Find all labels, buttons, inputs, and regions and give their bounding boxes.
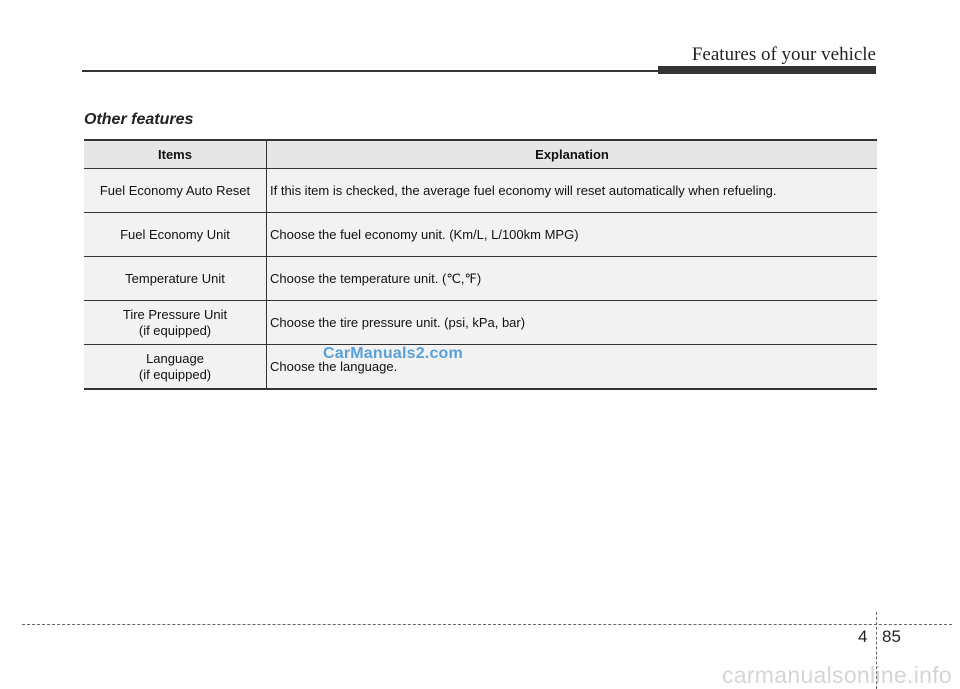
item-cell — [84, 169, 267, 213]
explanation-cell: If this item is checked, the average fuel economy will reset automatically when refueling. — [267, 169, 878, 213]
header-title: Features of your vehicle — [691, 44, 876, 65]
section-title: Other features — [84, 111, 194, 128]
table-row — [84, 301, 877, 345]
item-note: (if equipped) — [138, 366, 212, 382]
watermark-link[interactable]: CarManuals2.com — [323, 345, 463, 362]
item-cell — [84, 345, 267, 390]
item-cell — [84, 257, 267, 301]
page-number: 85 — [882, 627, 901, 646]
footer-dashed-rule — [22, 624, 952, 625]
header-rule-thick — [658, 66, 876, 74]
explanation-cell: Choose the language. — [267, 345, 878, 390]
item-label: Fuel Economy Unit — [120, 226, 230, 242]
table-row — [84, 257, 877, 301]
table-header-row — [84, 140, 877, 169]
features-table — [84, 139, 877, 390]
item-label: Temperature Unit — [125, 270, 225, 286]
site-watermark: carmanualsonline.info — [721, 662, 952, 688]
item-label: Tire Pressure Unit — [122, 306, 228, 322]
explanation-cell: Choose the temperature unit. (℃,℉) — [267, 257, 878, 301]
item-cell — [84, 301, 267, 345]
table-row — [84, 169, 877, 213]
item-note: (if equipped) — [138, 322, 212, 338]
item-label: Fuel Economy Auto Reset — [99, 182, 251, 198]
table-row — [84, 213, 877, 257]
table-row — [84, 345, 877, 390]
item-label: Language — [146, 350, 204, 366]
column-header-items: Items — [84, 140, 267, 169]
explanation-cell: Choose the tire pressure unit. (psi, kPa, bar) — [267, 301, 878, 345]
column-header-explanation: Explanation — [267, 140, 878, 169]
item-cell — [84, 213, 267, 257]
header-rule-thin — [82, 70, 660, 72]
chapter-number: 4 — [858, 627, 868, 646]
explanation-cell: Choose the fuel economy unit. (Km/L, L/100km MPG) — [267, 213, 878, 257]
